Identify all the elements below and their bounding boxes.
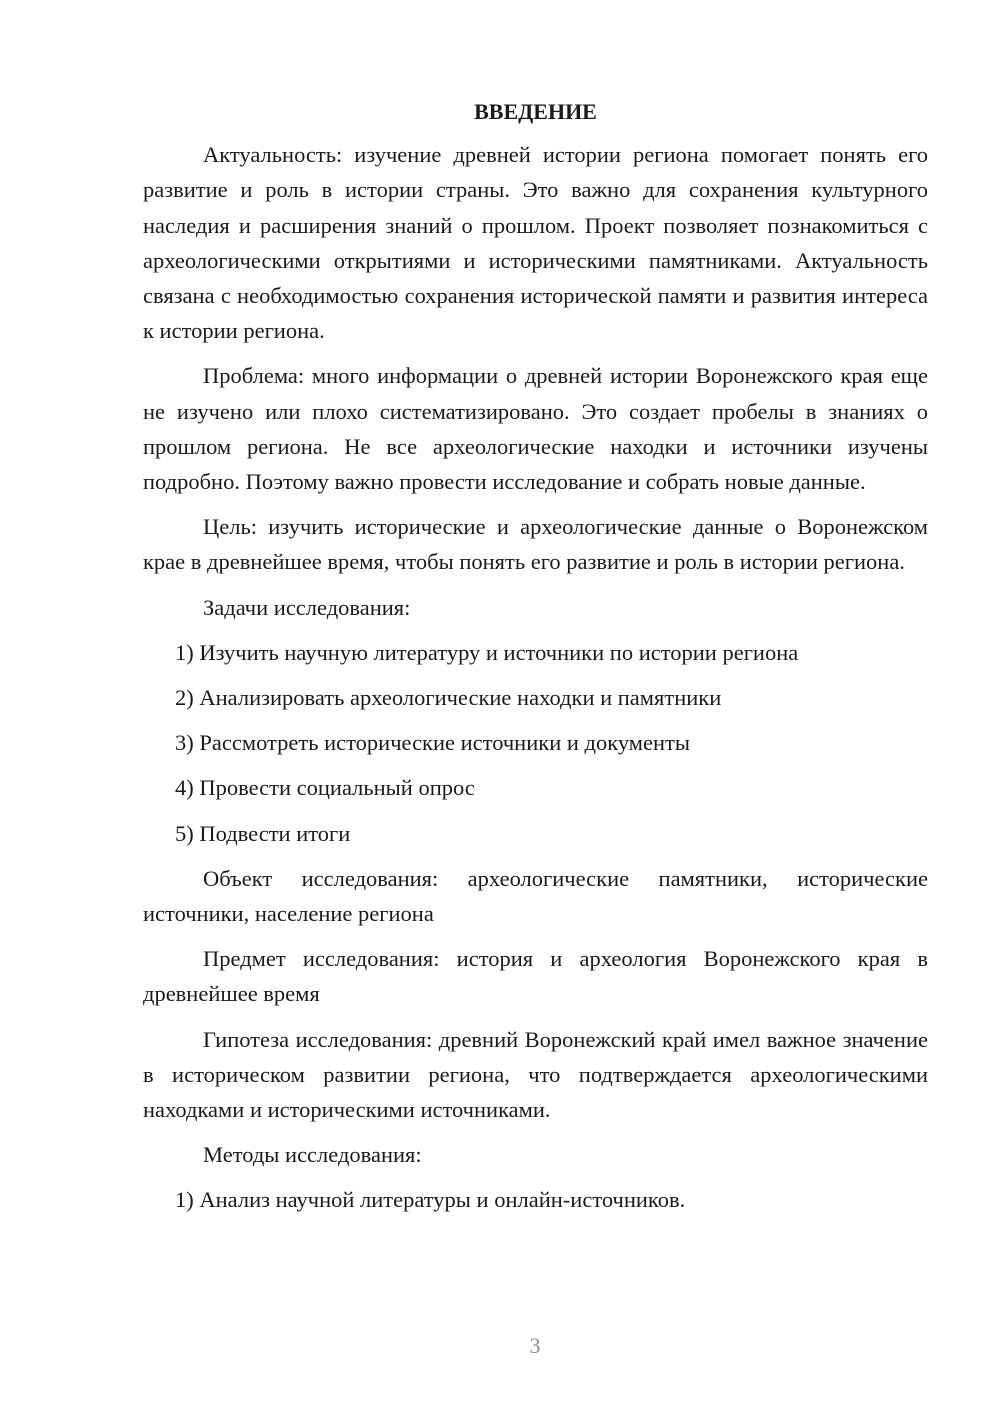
- list-item: 1) Изучить научную литературу и источники по истории региона: [175, 639, 799, 665]
- goal-paragraph: Цель: изучить исторические и археологические данные о Воронежском крае в древнейшее время, чтобы понять его развитие и роль в истории региона.: [143, 514, 928, 575]
- list-item: 1) Анализ научной литературы и онлайн-источников.: [175, 1187, 686, 1213]
- relevance-paragraph: Актуальность: изучение древней истории региона помогает понять его развитие и роль в истории страны. Это важно для сохранения культурного наследия и расширения знаний о прошлом. Проект позволяет познакомиться с археологическими открытиями и историческими памятниками. Актуальность связана с необходимостью сохранения исторической памяти и развития интереса к истории региона.: [143, 142, 928, 344]
- page-number: 3: [529, 1333, 541, 1358]
- tasks-list: [143, 635, 928, 851]
- problem-paragraph: Проблема: много информации о древней истории Воронежского края еще не изучено или плохо систематизировано. Это создает пробелы в знаниях о прошлом региона. Не все археологические находки и источники изучены подробно. Поэтому важно провести исследование и собрать новые данные.: [143, 363, 928, 495]
- list-item: 2) Анализировать археологические находки и памятники: [175, 685, 722, 711]
- page-title: ВВЕДЕНИЕ: [474, 99, 597, 124]
- methods-list: [143, 1182, 928, 1217]
- list-item: 4) Провести социальный опрос: [175, 775, 475, 801]
- page-content: [143, 94, 928, 1228]
- subject-paragraph: Предмет исследования: история и археология Воронежского края в древнейшее время: [143, 946, 928, 1007]
- tasks-heading: Задачи исследования:: [203, 594, 411, 620]
- object-paragraph: Объект исследования: археологические памятники, исторические источники, население региона: [143, 865, 928, 927]
- list-item: 3) Рассмотреть исторические источники и документы: [175, 730, 691, 756]
- list-item: 5) Подвести итоги: [175, 820, 351, 846]
- hypothesis-paragraph: Гипотеза исследования: древний Воронежский край имел важное значение в историческом развитии региона, что подтверждается археологическими находками и историческими источниками.: [143, 1026, 928, 1123]
- methods-heading: Методы исследования:: [203, 1142, 422, 1168]
